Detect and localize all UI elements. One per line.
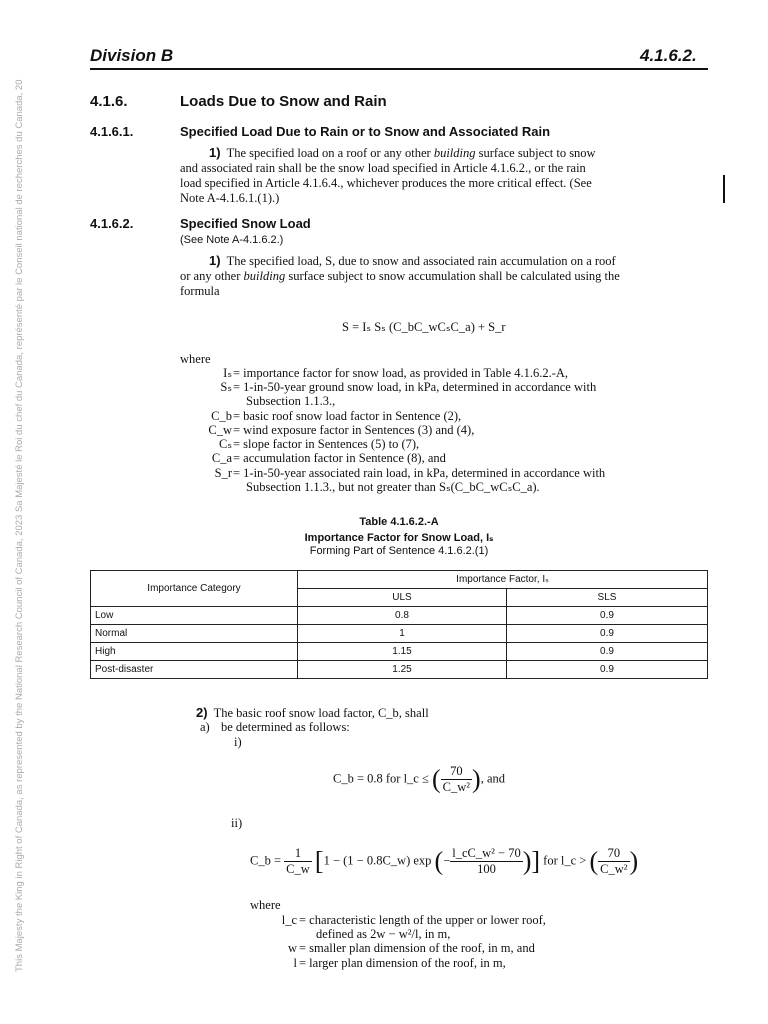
cell-sls: 0.9 <box>507 607 708 625</box>
def-text: = basic roof snow load factor in Sentence (2), <box>233 409 462 423</box>
snow-load-formula: S = Iₛ Sₛ (C_bC_wCₛC_a) + S_r <box>342 320 506 334</box>
def-text: = characteristic length of the upper or lower roof, <box>299 913 546 927</box>
article-title-2: Specified Snow Load <box>180 216 311 231</box>
cell-uls: 1.15 <box>298 643 507 661</box>
cell-category: Low <box>91 607 298 625</box>
def-text: = 1-in-50-year associated rain load, in kPa, determined in accordance with <box>233 466 606 480</box>
numerator: 70 <box>598 846 629 862</box>
eq-middle: 1 − (1 − 0.8C_w) exp <box>323 853 432 868</box>
def-symbol: Iₛ <box>223 366 232 380</box>
eq-tail: , and <box>480 771 505 786</box>
eq-condition: for l_c > <box>543 853 587 868</box>
where-label: where <box>180 352 211 366</box>
change-bar <box>723 175 725 203</box>
col-header-factor: Importance Factor, Iₛ <box>298 571 708 589</box>
sentence-4-1-6-2-2 <box>196 705 429 721</box>
text-run: The specified load on a roof or any other <box>226 146 434 160</box>
defined-term: building <box>243 269 286 283</box>
def-symbol: Cₛ <box>218 437 232 451</box>
subclause-i-label: i) <box>234 735 242 749</box>
eq-lhs: C_b = 0.8 for l_c ≤ <box>333 771 429 786</box>
def-symbol: S_r <box>214 466 232 480</box>
header-article-number: 4.1.6.2. <box>640 46 697 65</box>
sentence-number: 1) <box>209 253 221 268</box>
equation-cb-case-2: C_b = $\frac{1}{C\_w}$ [1 − (1 − 0.8C_w) exp (− $\frac{\text{l\_cC\_w² − 70}}{100}$ )] for l_c > ( $\frac{70}{\text{C\_w²}}$ ) <box>250 846 639 876</box>
def-text: = wind exposure factor in Sentences (3) and (4), <box>233 423 475 437</box>
table-number: Table 4.1.6.2.-A <box>359 516 439 528</box>
importance-factor-table <box>90 570 708 679</box>
denominator: C_w <box>286 862 310 876</box>
cell-sls: 0.9 <box>507 643 708 661</box>
def-text: = slope factor in Sentences (5) to (7), <box>233 437 420 451</box>
text-line: formula <box>180 284 220 298</box>
text-run: surface subject to snow <box>475 146 596 160</box>
clause-a-label: a) <box>200 720 210 734</box>
def-text: Subsection 1.1.3., <box>246 394 336 408</box>
text-run: surface subject to snow accumulation shall be calculated using the <box>285 269 620 283</box>
section-number: 4.1.6. <box>90 93 128 110</box>
equation-cb-case-1: C_b = 0.8 for l_c ≤ ( $\frac{70}{\text{C\_w²}}$ ), and <box>333 764 505 794</box>
def-symbol: C_b <box>211 409 232 423</box>
table-header-row <box>91 571 708 589</box>
col-header-category: Importance Category <box>91 571 298 607</box>
denominator: C_w² <box>442 780 471 794</box>
def-symbol: C_a <box>211 451 232 465</box>
division-header: Division B <box>90 46 174 65</box>
def-symbol: l_c <box>281 913 297 927</box>
col-header-uls: ULS <box>298 589 507 607</box>
table-row <box>91 625 708 643</box>
numerator: l_cC_w² − 70 <box>452 846 521 860</box>
defined-term: building <box>433 146 476 160</box>
numerator: 1 <box>284 846 312 862</box>
sentence-number: 1) <box>209 145 221 160</box>
def-text: = larger plan dimension of the roof, in m, <box>299 956 506 970</box>
denominator: C_w² <box>600 862 628 876</box>
def-text: = accumulation factor in Sentence (8), and <box>233 451 446 465</box>
def-symbol: C_w <box>208 423 232 437</box>
cell-sls: 0.9 <box>507 625 708 643</box>
article-number-2: 4.1.6.2. <box>90 216 134 231</box>
def-text: defined as 2w − w²/l, in m, <box>316 927 451 941</box>
col-header-sls: SLS <box>507 589 708 607</box>
cell-uls: 0.8 <box>298 607 507 625</box>
text-line: and associated rain shall be the snow load specified in Article 4.1.6.2., or the rain <box>180 161 586 175</box>
article-number-1: 4.1.6.1. <box>90 124 134 139</box>
table-subtitle: Forming Part of Sentence 4.1.6.2.(1) <box>309 545 489 557</box>
header-rule <box>90 68 708 70</box>
section-title: Loads Due to Snow and Rain <box>180 93 387 110</box>
text-line: Note A-4.1.6.1.(1).) <box>180 191 280 205</box>
def-symbol: Sₛ <box>220 380 232 394</box>
table-row <box>91 607 708 625</box>
eq-lhs: C_b = <box>250 853 282 868</box>
text-run: The basic roof snow load factor, C_b, shall <box>213 706 429 720</box>
table-row <box>91 643 708 661</box>
table-row <box>91 661 708 679</box>
def-text: Subsection 1.1.3., but not greater than Sₛ(C_bC_wCₛC_a). <box>246 480 540 494</box>
where-label-2: where <box>250 898 281 912</box>
def-symbol: w <box>287 941 297 955</box>
text-run: or any other <box>180 269 244 283</box>
cell-uls: 1 <box>298 625 507 643</box>
clause-a-text: be determined as follows: <box>221 720 350 734</box>
article-title-1: Specified Load Due to Rain or to Snow and Associated Rain <box>180 124 551 139</box>
def-text: = smaller plan dimension of the roof, in m, and <box>299 941 535 955</box>
text-line: load specified in Article 4.1.6.4., whichever produces the more critical effect. (See <box>180 176 592 190</box>
numerator: 70 <box>441 764 472 780</box>
subclause-ii-label: ii) <box>231 816 243 830</box>
side-copyright-watermark: This Majesty the King in Right of Canada, as represented by the National Research Council of Canada, 2023 Sa Majesté le Roi du chef du Canada, représenté par le Conseil national de recherches du Canada, 20 <box>14 79 25 972</box>
sentence-4-1-6-2-1 <box>180 253 710 299</box>
def-symbol: l <box>293 956 297 970</box>
cell-category: Post-disaster <box>91 661 298 679</box>
text-run: The specified load, S, due to snow and associated rain accumulation on a roof <box>226 254 616 268</box>
sentence-number: 2) <box>196 705 208 720</box>
article-note-ref: (See Note A-4.1.6.2.) <box>180 234 284 246</box>
denominator: 100 <box>477 862 496 876</box>
cell-sls: 0.9 <box>507 661 708 679</box>
cell-category: Normal <box>91 625 298 643</box>
eq-fraction <box>441 764 472 795</box>
def-text: = 1-in-50-year ground snow load, in kPa, determined in accordance with <box>233 380 597 394</box>
def-text: = importance factor for snow load, as provided in Table 4.1.6.2.-A, <box>233 366 569 380</box>
table-title: Importance Factor for Snow Load, Iₛ <box>304 532 494 544</box>
sentence-4-1-6-1-1 <box>180 145 710 206</box>
cell-category: High <box>91 643 298 661</box>
cell-uls: 1.25 <box>298 661 507 679</box>
